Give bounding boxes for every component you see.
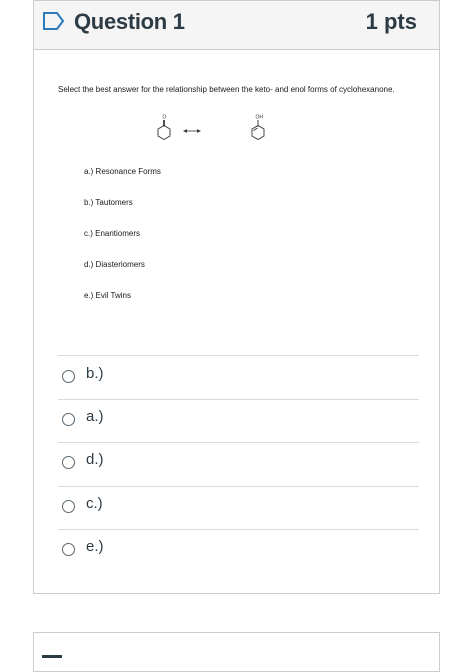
question-header xyxy=(34,1,439,50)
keto-oxygen-label: O xyxy=(162,114,167,121)
bookmark-icon[interactable] xyxy=(42,11,66,31)
choice-c-text: c.) Enantiomers xyxy=(84,229,141,238)
equilibrium-arrow-icon xyxy=(184,130,200,132)
answer-option-5[interactable] xyxy=(62,537,402,565)
choice-a-text: a.) Resonance Forms xyxy=(84,167,161,176)
question-points: 1 pts xyxy=(365,9,417,34)
answer-divider xyxy=(58,486,419,487)
answer-label: d.) xyxy=(86,451,104,468)
answer-option-3[interactable] xyxy=(62,450,402,478)
radio-icon[interactable] xyxy=(62,456,75,469)
choice-b-text: b.) Tautomers xyxy=(84,198,133,207)
cyclohexanone-structure xyxy=(158,120,170,140)
answer-divider xyxy=(58,442,419,443)
radio-icon[interactable] xyxy=(62,413,75,426)
keto-enol-structure xyxy=(148,109,268,149)
answer-label: c.) xyxy=(86,495,103,512)
radio-icon[interactable] xyxy=(62,370,75,383)
answer-divider xyxy=(58,399,419,400)
question-card xyxy=(33,0,440,594)
answer-option-4[interactable] xyxy=(62,494,402,522)
next-question-card xyxy=(33,632,440,672)
choice-d-text: d.) Diasteriomers xyxy=(84,260,145,269)
radio-icon[interactable] xyxy=(62,500,75,513)
answer-option-1[interactable] xyxy=(62,364,402,392)
enol-oh-label: OH xyxy=(255,114,263,121)
answer-label: a.) xyxy=(86,408,104,425)
cyclohexenol-structure xyxy=(252,120,264,140)
answer-option-2[interactable] xyxy=(62,407,402,435)
answer-label: e.) xyxy=(86,538,104,555)
question-title: Question 1 xyxy=(74,9,185,34)
choice-e-text: e.) Evil Twins xyxy=(84,291,131,300)
answer-divider xyxy=(58,529,419,530)
radio-icon[interactable] xyxy=(62,543,75,556)
answer-label: b.) xyxy=(86,365,104,382)
answer-divider xyxy=(58,355,419,356)
question-prompt: Select the best answer for the relationship between the keto- and enol forms of cyclohexanone. xyxy=(58,85,395,94)
